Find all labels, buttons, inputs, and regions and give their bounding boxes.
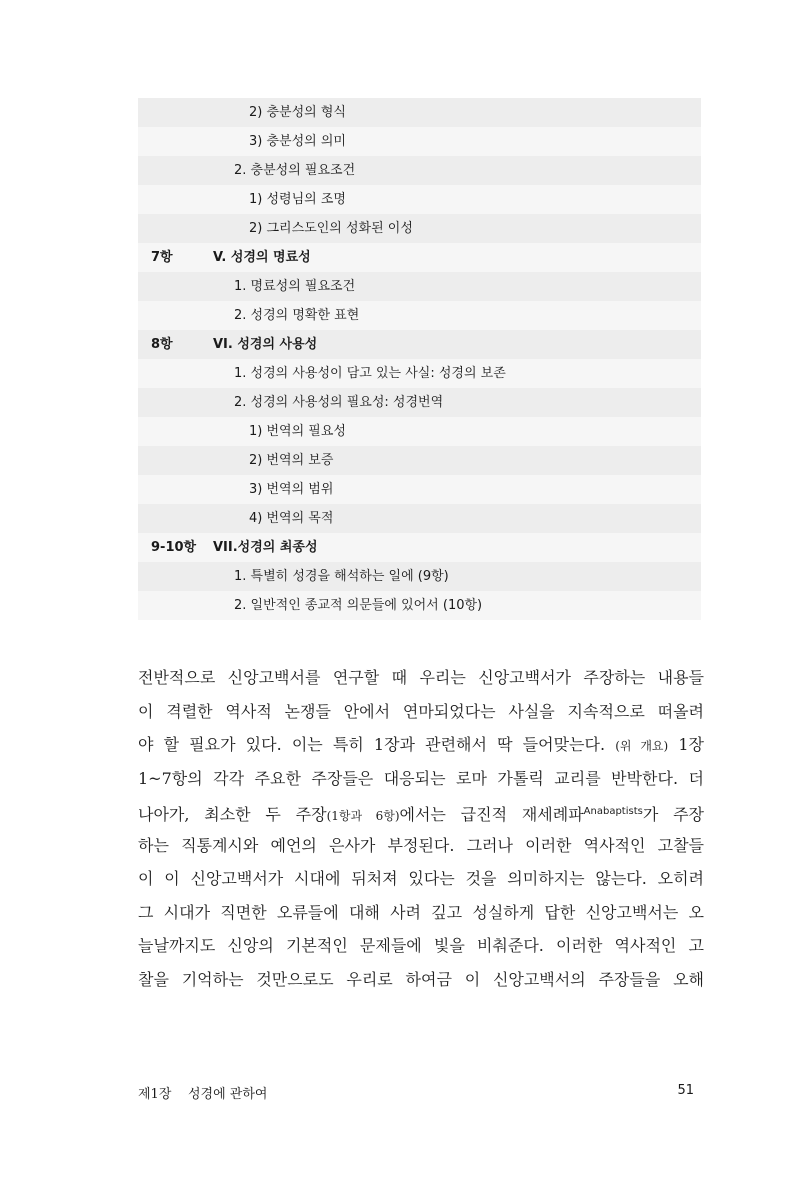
page-number: 51	[677, 1083, 694, 1098]
paragraph-line: 그 시대가 직면한 오류들에 대해 사려 깊고 성실하게 답한 신앙고백서는 오	[138, 902, 704, 922]
outline-row	[138, 330, 701, 359]
superscript-term: Anabaptists	[583, 806, 643, 817]
outline-heading: 2) 그리스도인의 성화된 이성	[249, 221, 413, 236]
outline-row	[138, 446, 701, 475]
outline-heading: 2) 번역의 보증	[249, 453, 334, 468]
paragraph-line: 찰을 기억하는 것만으로도 우리로 하여금 이 신앙고백서의 주장들을 오해	[138, 969, 704, 989]
outline-heading: V. 성경의 명료성	[213, 250, 311, 265]
outline-section-number: 7항	[151, 250, 173, 265]
outline-heading: 1) 성령님의 조명	[249, 192, 346, 207]
paragraph-line	[138, 795, 704, 829]
paragraph-line: 이 격렬한 역사적 논쟁들 안에서 연마되었다는 사실을 지속적으로 떠올려	[138, 701, 704, 721]
outline-row	[138, 301, 701, 330]
outline-heading: 1. 특별히 성경을 해석하는 일에 (9항)	[234, 569, 449, 584]
outline-row	[138, 214, 701, 243]
outline-row	[138, 388, 701, 417]
paragraph-text: 에서는 급진적 재세례파	[399, 805, 584, 824]
outline-row	[138, 359, 701, 388]
outline-row	[138, 533, 701, 562]
outline-table	[138, 98, 701, 620]
outline-heading: 2) 충분성의 형식	[249, 105, 346, 120]
paragraph-line: 1~7항의 각각 주요한 주장들은 대응되는 로마 가톨릭 교리를 반박한다. 더	[138, 768, 704, 788]
page-footer	[138, 1083, 694, 1107]
outline-row	[138, 185, 701, 214]
outline-row	[138, 562, 701, 591]
body-paragraph	[138, 661, 704, 996]
footer-chapter: 제1장	[138, 1087, 172, 1102]
outline-row	[138, 127, 701, 156]
outline-heading: 2. 일반적인 종교적 의문들에 있어서 (10항)	[234, 598, 483, 613]
paragraph-text: 야 할 필요가 있다. 이는 특히 1장과 관련해서 딱 들어맞는다.	[138, 735, 606, 754]
paragraph-line: 이 이 신앙고백서가 시대에 뒤처져 있다는 것을 의미하지는 않는다. 오히려	[138, 869, 704, 888]
outline-heading: 2. 성경의 사용성의 필요성: 성경번역	[234, 395, 444, 410]
outline-heading: 2. 성경의 명확한 표현	[234, 308, 360, 323]
outline-row	[138, 504, 701, 533]
inline-note: (1항과 6항)	[326, 809, 400, 823]
outline-section-number: 8항	[151, 337, 173, 352]
paragraph-line: 늘날까지도 신앙의 기본적인 문제들에 빛을 비춰준다. 이러한 역사적인 고	[138, 936, 704, 955]
outline-heading: 2. 충분성의 필요조건	[234, 163, 356, 178]
outline-heading: 1. 성경의 사용성이 담고 있는 사실: 성경의 보존	[234, 366, 506, 381]
outline-heading: 3) 충분성의 의미	[249, 134, 346, 149]
outline-row	[138, 591, 701, 620]
outline-heading: 1. 명료성의 필요조건	[234, 279, 356, 294]
outline-heading: 4) 번역의 목적	[249, 511, 334, 526]
outline-heading: VII.성경의 최종성	[213, 540, 318, 555]
outline-heading: VI. 성경의 사용성	[213, 337, 318, 352]
paragraph-line: 하는 직통계시와 예언의 은사가 부정된다. 그러나 이러한 역사적인 고찰들	[138, 835, 704, 855]
footer-chapter-title: 성경에 관하여	[188, 1087, 268, 1102]
outline-heading: 1) 번역의 필요성	[249, 424, 346, 439]
paragraph-text: 나아가, 최소한 두 주장	[138, 805, 327, 824]
outline-row	[138, 156, 701, 185]
paragraph-line: 전반적으로 신앙고백서를 연구할 때 우리는 신앙고백서가 주장하는 내용들	[138, 668, 704, 687]
paragraph-text: 1장	[668, 735, 704, 754]
paragraph-text: 가 주장	[642, 805, 705, 824]
outline-section-number: 9-10항	[151, 540, 197, 555]
outline-row	[138, 475, 701, 504]
outline-row	[138, 417, 701, 446]
paragraph-line	[138, 728, 704, 762]
outline-row	[138, 98, 701, 127]
outline-row	[138, 243, 701, 272]
outline-heading: 3) 번역의 범위	[249, 482, 334, 497]
inline-note: (위 개요)	[615, 739, 669, 753]
outline-row	[138, 272, 701, 301]
